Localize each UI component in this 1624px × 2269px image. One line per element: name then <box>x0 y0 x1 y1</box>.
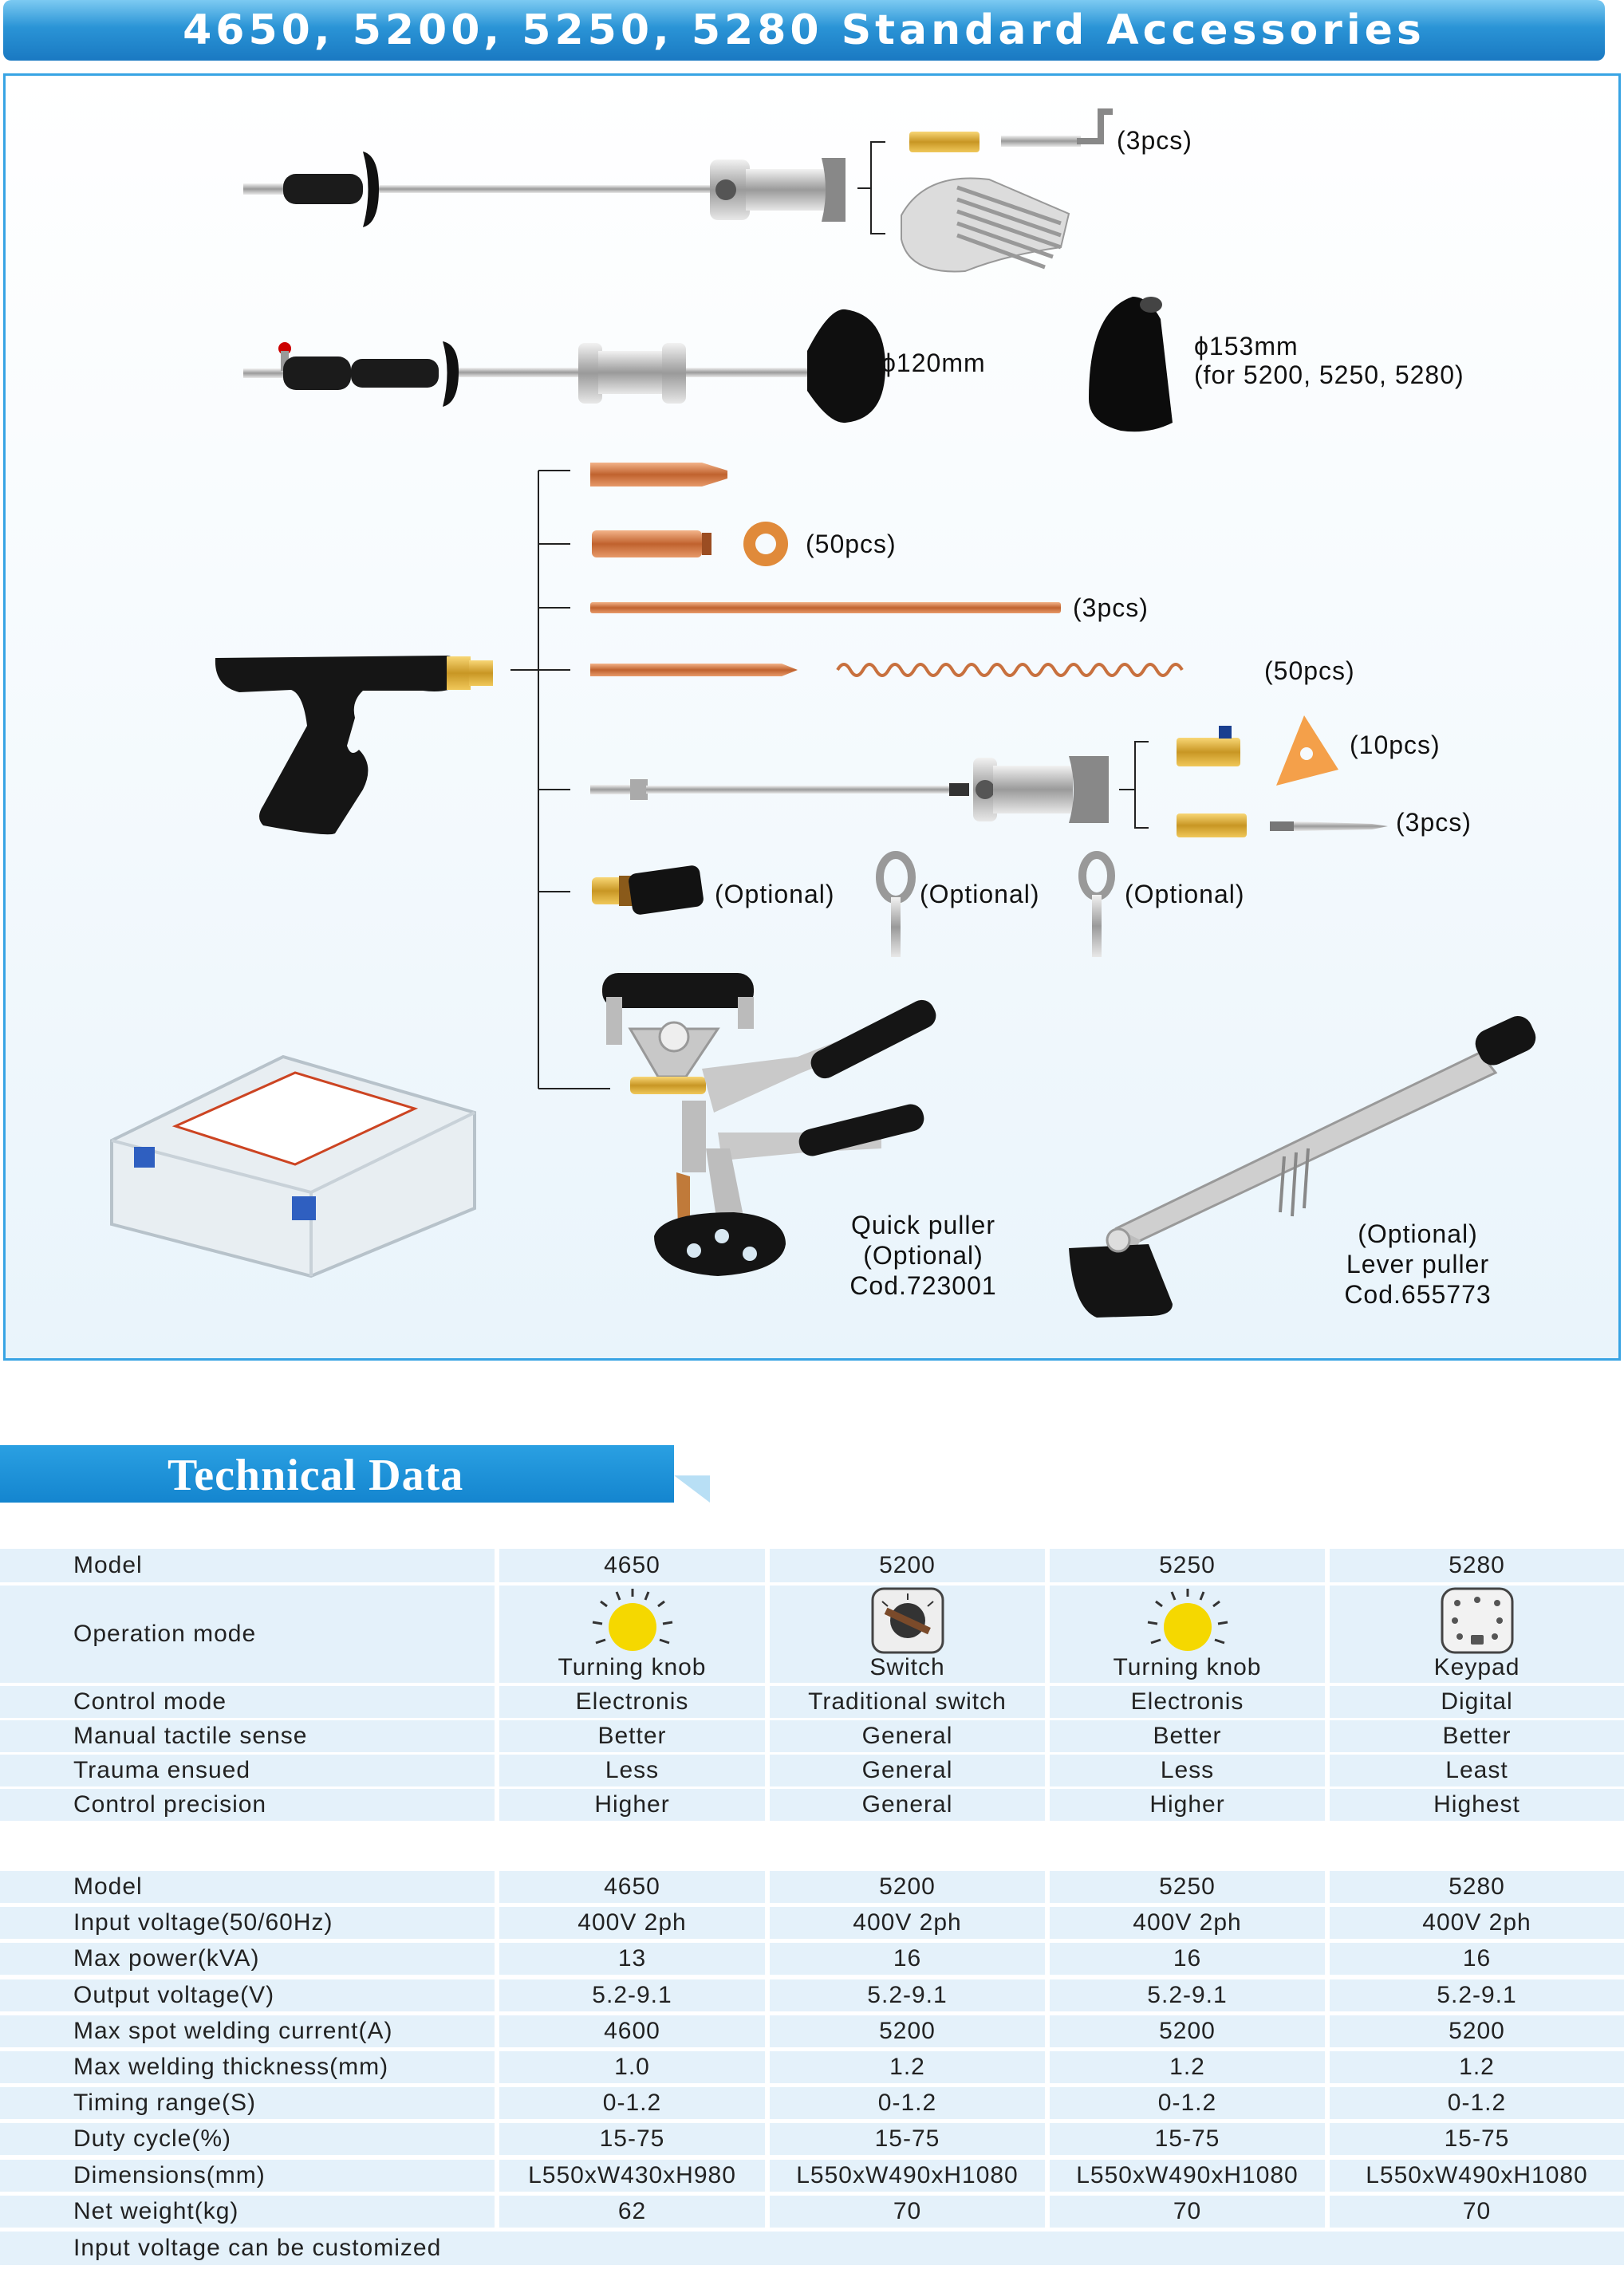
table-cell: L550xW490xH1080 <box>1330 2160 1624 2192</box>
washer-quantity: (50pcs) <box>806 530 897 558</box>
table-cell: 1.2 <box>1330 2051 1624 2083</box>
footnote-row <box>0 2232 1624 2265</box>
optional-label-3: (Optional) <box>1125 880 1245 908</box>
cone-large-size: ϕ153mm <box>1194 332 1299 360</box>
quick-puller-code: Cod.723001 <box>849 1271 997 1300</box>
table-cell: Traditional switch <box>770 1686 1045 1718</box>
row-label: Control precision <box>0 1789 495 1821</box>
table-cell: 5.2-9.1 <box>1050 1979 1325 2011</box>
table-cell: 0-1.2 <box>499 2087 765 2119</box>
table-row <box>0 2160 1624 2192</box>
table-row <box>0 1549 1624 1582</box>
cone-small-size: ϕ120mm <box>881 349 986 377</box>
row-label: Net weight(kg) <box>0 2196 495 2228</box>
keypad-icon <box>1437 1586 1517 1654</box>
row-label: Trauma ensued <box>0 1755 495 1786</box>
page-title: 4650, 5200, 5250, 5280 Standard Accessories <box>183 6 1425 54</box>
table-cell: L550xW430xH980 <box>499 2160 765 2192</box>
table-cell: General <box>770 1720 1045 1752</box>
table-cell: Least <box>1330 1755 1624 1786</box>
optional-label-1: (Optional) <box>715 880 835 908</box>
table-cell: 15-75 <box>499 2123 765 2155</box>
row-label: Operation mode <box>0 1586 495 1683</box>
table-cell: 16 <box>1050 1943 1325 1975</box>
table-cell: 5.2-9.1 <box>1330 1979 1624 2011</box>
row-label: Dimensions(mm) <box>0 2160 495 2192</box>
table-row <box>0 2123 1624 2155</box>
triangle-quantity: (10pcs) <box>1350 731 1441 759</box>
lever-puller-name: Lever puller <box>1346 1250 1490 1278</box>
row-label: Model <box>0 1549 495 1582</box>
table-cell: Less <box>499 1755 765 1786</box>
table-cell: 5250 <box>1050 1871 1325 1903</box>
row-label: Max spot welding current(A) <box>0 2015 495 2047</box>
table-row <box>0 1755 1624 1786</box>
table-cell: 16 <box>1330 1943 1624 1975</box>
table-cell: 400V 2ph <box>770 1907 1045 1939</box>
table-cell: 400V 2ph <box>1330 1907 1624 1939</box>
row-label: Output voltage(V) <box>0 1979 495 2011</box>
table-row <box>0 1720 1624 1752</box>
quick-puller-caption <box>830 1210 1017 1301</box>
nail-puller-shaft <box>590 715 1388 837</box>
table-cell: 5200 <box>770 1871 1045 1903</box>
table-row <box>0 2196 1624 2228</box>
hook-quantity: (3pcs) <box>1117 126 1192 155</box>
table-cell: 13 <box>499 1943 765 1975</box>
switch-icon <box>868 1586 948 1654</box>
cone-large-note: (for 5200, 5250, 5280) <box>1194 360 1464 389</box>
quick-puller-optional: (Optional) <box>863 1241 983 1270</box>
turning-knob-icon <box>585 1586 680 1654</box>
row-label: Input voltage(50/60Hz) <box>0 1907 495 1939</box>
operation-cell <box>499 1586 765 1683</box>
nail-quantity: (3pcs) <box>1396 808 1472 837</box>
row-label: Duty cycle(%) <box>0 2123 495 2155</box>
lever-puller-optional: (Optional) <box>1358 1219 1478 1248</box>
table-cell: 400V 2ph <box>1050 1907 1325 1939</box>
optional-label-2: (Optional) <box>920 880 1040 908</box>
model-cell: 5280 <box>1330 1549 1624 1582</box>
accessory-case <box>112 1057 475 1276</box>
table-row <box>0 2087 1624 2119</box>
table-row <box>0 2015 1624 2047</box>
table-cell: 70 <box>1050 2196 1325 2228</box>
table-cell: 4650 <box>499 1871 765 1903</box>
table-cell: 15-75 <box>1050 2123 1325 2155</box>
turning-knob-icon <box>1140 1586 1236 1654</box>
wire-quantity: (50pcs) <box>1264 656 1355 685</box>
table-cell: General <box>770 1755 1045 1786</box>
rod-quantity: (3pcs) <box>1073 593 1149 622</box>
table-cell: Less <box>1050 1755 1325 1786</box>
large-cone <box>1089 297 1173 431</box>
technical-data-header <box>0 1445 674 1503</box>
operation-mode-text: Keypad <box>1433 1654 1520 1680</box>
lever-puller-caption <box>1324 1219 1512 1310</box>
table-cell: 5.2-9.1 <box>499 1979 765 2011</box>
operation-cell <box>1050 1586 1325 1683</box>
operation-mode-text: Switch <box>869 1654 945 1680</box>
model-cell: 5200 <box>770 1549 1045 1582</box>
table-cell: 0-1.2 <box>1330 2087 1624 2119</box>
row-label: Control mode <box>0 1686 495 1718</box>
slide-hammer-cone <box>243 309 885 423</box>
slide-hammer-hook <box>243 112 1113 272</box>
row-label: Manual tactile sense <box>0 1720 495 1752</box>
operation-cell <box>1330 1586 1624 1683</box>
table-row <box>0 1943 1624 1975</box>
table-cell: 62 <box>499 2196 765 2228</box>
row-label: Max power(kVA) <box>0 1943 495 1975</box>
table-cell: 1.2 <box>1050 2051 1325 2083</box>
model-cell: 5250 <box>1050 1549 1325 1582</box>
table-cell: 4600 <box>499 2015 765 2047</box>
table-cell: 15-75 <box>1330 2123 1624 2155</box>
table-row <box>0 1586 1624 1683</box>
table-cell: 0-1.2 <box>1050 2087 1325 2119</box>
table-cell: 5200 <box>770 2015 1045 2047</box>
table-cell: L550xW490xH1080 <box>770 2160 1045 2192</box>
row-label: Model <box>0 1871 495 1903</box>
table-cell: 70 <box>1330 2196 1624 2228</box>
table-cell: Higher <box>1050 1789 1325 1821</box>
header-tail <box>674 1475 710 1503</box>
table-row <box>0 2051 1624 2083</box>
row-label: Timing range(S) <box>0 2087 495 2119</box>
table-cell: 5200 <box>1050 2015 1325 2047</box>
operation-mode-text: Turning knob <box>1113 1654 1262 1680</box>
table-row <box>0 1789 1624 1821</box>
table-cell: Electronis <box>1050 1686 1325 1718</box>
table-row <box>0 1871 1624 1903</box>
table-cell: 5280 <box>1330 1871 1624 1903</box>
operation-mode-text: Turning knob <box>558 1654 707 1680</box>
lever-puller-code: Cod.655773 <box>1344 1280 1492 1309</box>
table-cell: Digital <box>1330 1686 1624 1718</box>
copper-tips <box>590 463 1182 676</box>
table-cell: 16 <box>770 1943 1045 1975</box>
technical-data-title: Technical Data <box>168 1451 464 1500</box>
table-cell: Better <box>499 1720 765 1752</box>
table-cell: 15-75 <box>770 2123 1045 2155</box>
table-cell: General <box>770 1789 1045 1821</box>
table-cell: 70 <box>770 2196 1045 2228</box>
table-cell: Better <box>1330 1720 1624 1752</box>
table-cell: Electronis <box>499 1686 765 1718</box>
spot-welding-gun <box>215 656 493 834</box>
table-cell: Highest <box>1330 1789 1624 1821</box>
table-cell: 0-1.2 <box>770 2087 1045 2119</box>
table-cell: 1.0 <box>499 2051 765 2083</box>
table-cell: Better <box>1050 1720 1325 1752</box>
table-cell: 400V 2ph <box>499 1907 765 1939</box>
quick-puller-name: Quick puller <box>851 1211 995 1239</box>
row-label: Max welding thickness(mm) <box>0 2051 495 2083</box>
table-cell: Higher <box>499 1789 765 1821</box>
table-cell: 5200 <box>1330 2015 1624 2047</box>
table-row <box>0 1907 1624 1939</box>
table-cell: 5.2-9.1 <box>770 1979 1045 2011</box>
model-cell: 4650 <box>499 1549 765 1582</box>
table-cell: L550xW490xH1080 <box>1050 2160 1325 2192</box>
table-cell: 1.2 <box>770 2051 1045 2083</box>
operation-cell <box>770 1586 1045 1683</box>
table-row <box>0 1686 1624 1718</box>
table-row <box>0 1979 1624 2011</box>
footnote: Input voltage can be customized <box>0 2232 1624 2265</box>
